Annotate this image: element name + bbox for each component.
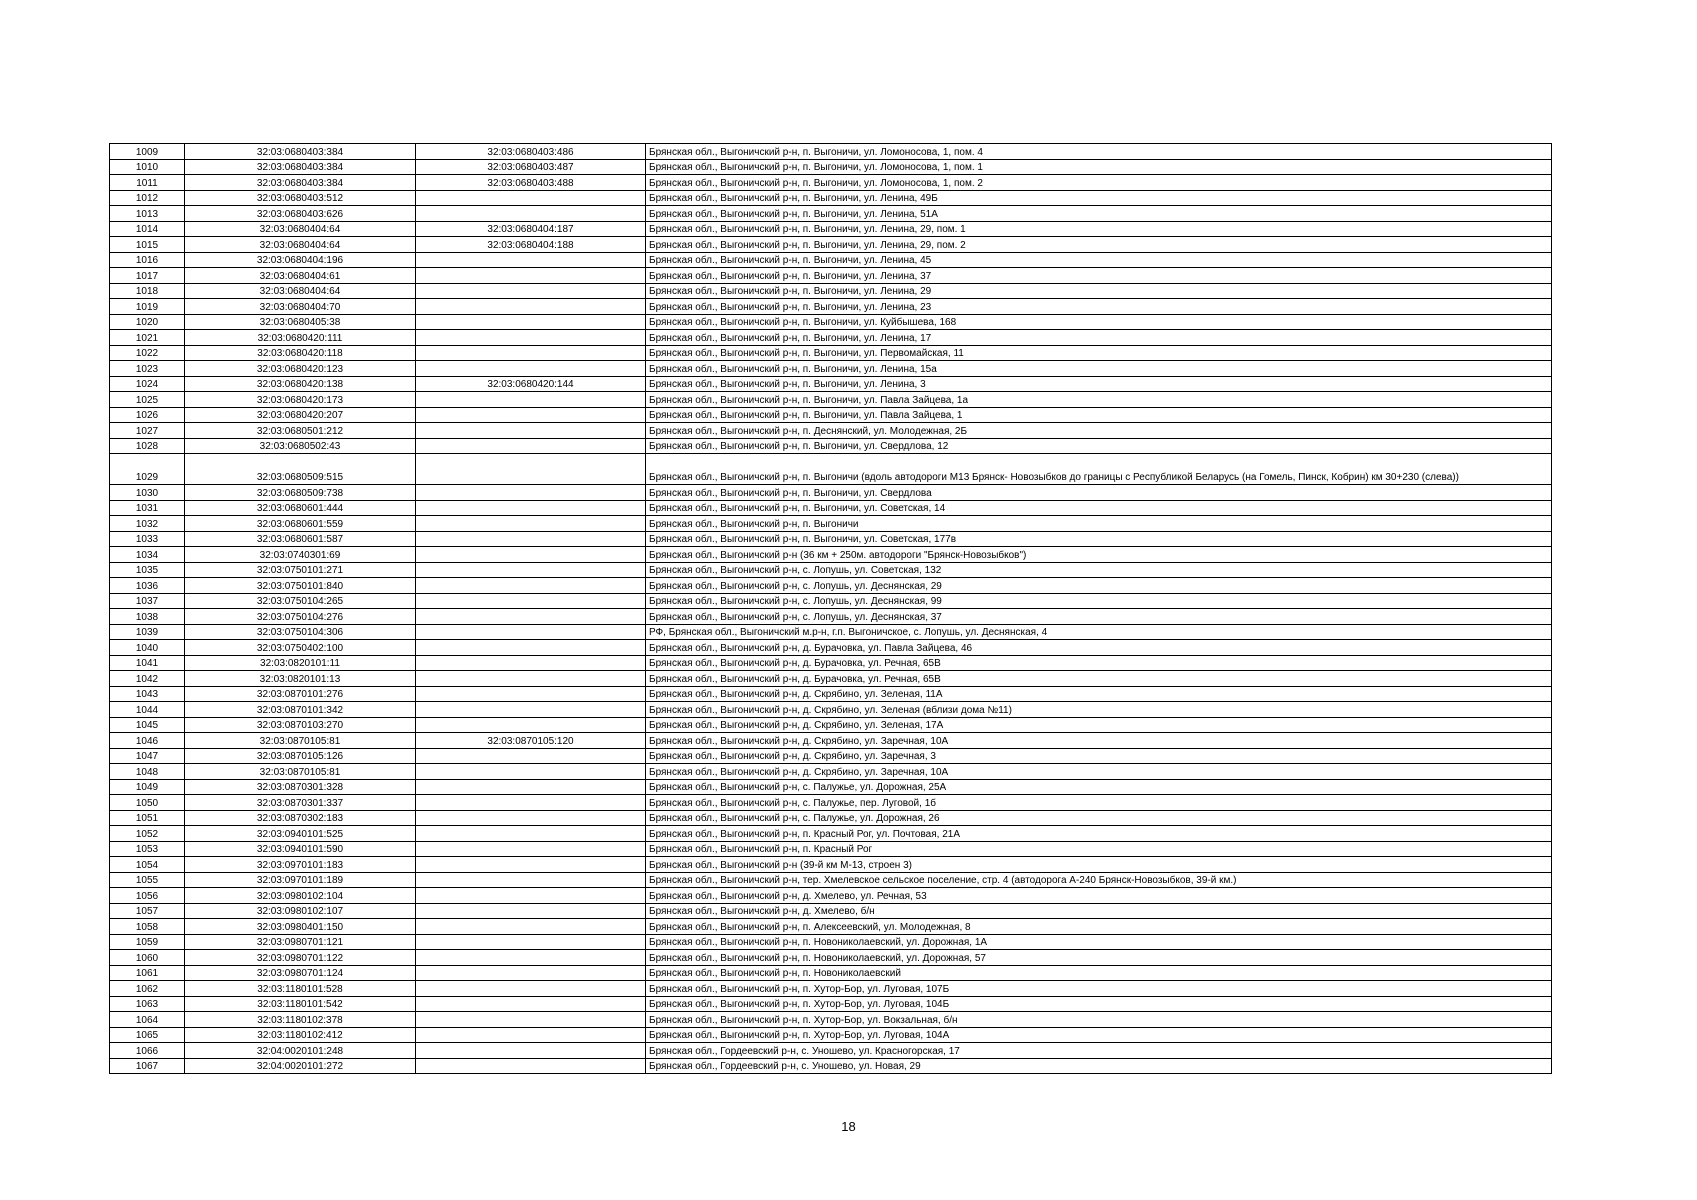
premises-cadastral-number-cell	[416, 330, 646, 346]
address-cell: Брянская обл., Выгоничский р-н, п. Выгоничи, ул. Свердлова	[646, 485, 1552, 501]
cadastral-number-cell: 32:03:0680420:123	[185, 361, 416, 377]
table-row	[110, 547, 1552, 563]
address-cell: Брянская обл., Выгоничский р-н, п. Выгоничи, ул. Ленина, 3	[646, 376, 1552, 392]
table-row	[110, 578, 1552, 594]
row-number-cell: 1053	[110, 841, 185, 857]
premises-cadastral-number-cell	[416, 640, 646, 656]
table-row	[110, 159, 1552, 175]
cadastral-number-cell: 32:03:0750104:265	[185, 593, 416, 609]
cadastral-number-cell: 32:03:0680420:173	[185, 392, 416, 408]
table-row	[110, 252, 1552, 268]
table-row	[110, 345, 1552, 361]
cadastral-number-cell: 32:03:1180101:542	[185, 996, 416, 1012]
cadastral-number-cell: 32:03:0680420:138	[185, 376, 416, 392]
cadastral-number-cell: 32:03:0870101:276	[185, 686, 416, 702]
premises-cadastral-number-cell	[416, 1012, 646, 1028]
row-number-cell: 1042	[110, 671, 185, 687]
cadastral-number-cell: 32:03:0870103:270	[185, 717, 416, 733]
table-row	[110, 531, 1552, 547]
premises-cadastral-number-cell: 32:03:0680403:487	[416, 159, 646, 175]
premises-cadastral-number-cell	[416, 593, 646, 609]
row-number-cell: 1058	[110, 919, 185, 935]
premises-cadastral-number-cell	[416, 950, 646, 966]
cadastral-number-cell: 32:03:0680404:64	[185, 237, 416, 253]
premises-cadastral-number-cell	[416, 795, 646, 811]
cadastral-number-cell: 32:03:0870101:342	[185, 702, 416, 718]
cadastral-number-cell: 32:03:0680601:587	[185, 531, 416, 547]
row-number-cell: 1025	[110, 392, 185, 408]
cadastral-number-cell: 32:03:0980701:124	[185, 965, 416, 981]
address-cell: Брянская обл., Выгоничский р-н, п. Новониколаевский	[646, 965, 1552, 981]
table-row	[110, 624, 1552, 640]
premises-cadastral-number-cell: 32:03:0680404:188	[416, 237, 646, 253]
cadastral-number-cell: 32:03:0680420:111	[185, 330, 416, 346]
premises-cadastral-number-cell	[416, 407, 646, 423]
address-cell: Брянская обл., Выгоничский р-н, с. Палужье, пер. Луговой, 1б	[646, 795, 1552, 811]
address-cell: Брянская обл., Выгоничский р-н, п. Новониколаевский, ул. Дорожная, 57	[646, 950, 1552, 966]
row-number-cell: 1021	[110, 330, 185, 346]
premises-cadastral-number-cell	[416, 516, 646, 532]
property-registry-table	[109, 143, 1552, 1074]
address-cell: Брянская обл., Выгоничский р-н, с. Палужье, ул. Дорожная, 25А	[646, 779, 1552, 795]
address-cell: Брянская обл., Выгоничский р-н, п. Выгоничи, ул. Ленина, 15а	[646, 361, 1552, 377]
address-cell: Брянская обл., Выгоничский р-н, п. Выгоничи, ул. Свердлова, 12	[646, 438, 1552, 454]
row-number-cell: 1020	[110, 314, 185, 330]
registry-sheet	[109, 143, 1551, 1074]
table-row	[110, 748, 1552, 764]
row-number-cell: 1045	[110, 717, 185, 733]
premises-cadastral-number-cell	[416, 531, 646, 547]
address-cell: Брянская обл., Гордеевский р-н, с. Уношево, ул. Новая, 29	[646, 1058, 1552, 1074]
premises-cadastral-number-cell	[416, 268, 646, 284]
row-number-cell: 1035	[110, 562, 185, 578]
address-cell: Брянская обл., Выгоничский р-н, д. Скрябино, ул. Заречная, 10А	[646, 733, 1552, 749]
address-cell: Брянская обл., Выгоничский р-н, п. Выгоничи, ул. Советская, 14	[646, 500, 1552, 516]
table-row	[110, 314, 1552, 330]
row-number-cell: 1044	[110, 702, 185, 718]
address-cell: Брянская обл., Выгоничский р-н, п. Деснянский, ул. Молодежная, 2Б	[646, 423, 1552, 439]
row-number-cell: 1060	[110, 950, 185, 966]
cadastral-number-cell: 32:03:0870302:183	[185, 810, 416, 826]
row-number-cell: 1029	[110, 454, 185, 485]
cadastral-number-cell: 32:03:1180102:378	[185, 1012, 416, 1028]
table-row	[110, 981, 1552, 997]
cadastral-number-cell: 32:03:0680509:738	[185, 485, 416, 501]
table-row	[110, 423, 1552, 439]
row-number-cell: 1010	[110, 159, 185, 175]
table-row	[110, 888, 1552, 904]
premises-cadastral-number-cell	[416, 717, 646, 733]
address-cell: Брянская обл., Выгоничский р-н, п. Алексеевский, ул. Молодежная, 8	[646, 919, 1552, 935]
premises-cadastral-number-cell	[416, 1058, 646, 1074]
address-cell: Брянская обл., Выгоничский р-н, п. Выгоничи, ул. Ленина, 45	[646, 252, 1552, 268]
premises-cadastral-number-cell	[416, 190, 646, 206]
table-row	[110, 826, 1552, 842]
address-cell: Брянская обл., Выгоничский р-н, п. Выгоничи, ул. Ленина, 17	[646, 330, 1552, 346]
row-number-cell: 1027	[110, 423, 185, 439]
table-row	[110, 717, 1552, 733]
premises-cadastral-number-cell	[416, 206, 646, 222]
cadastral-number-cell: 32:03:0940101:590	[185, 841, 416, 857]
address-cell: Брянская обл., Выгоничский р-н, с. Лопушь, ул. Деснянская, 99	[646, 593, 1552, 609]
premises-cadastral-number-cell: 32:03:0680420:144	[416, 376, 646, 392]
address-cell: Брянская обл., Выгоничский р-н, с. Лопушь, ул. Деснянская, 29	[646, 578, 1552, 594]
cadastral-number-cell: 32:03:0980102:104	[185, 888, 416, 904]
row-number-cell: 1019	[110, 299, 185, 315]
premises-cadastral-number-cell	[416, 423, 646, 439]
cadastral-number-cell: 32:03:0980401:150	[185, 919, 416, 935]
premises-cadastral-number-cell	[416, 500, 646, 516]
table-row	[110, 1012, 1552, 1028]
premises-cadastral-number-cell	[416, 965, 646, 981]
row-number-cell: 1055	[110, 872, 185, 888]
table-row	[110, 562, 1552, 578]
cadastral-number-cell: 32:03:0680404:64	[185, 283, 416, 299]
premises-cadastral-number-cell	[416, 1027, 646, 1043]
row-number-cell: 1031	[110, 500, 185, 516]
table-row	[110, 144, 1552, 160]
table-row	[110, 330, 1552, 346]
premises-cadastral-number-cell	[416, 624, 646, 640]
table-row	[110, 733, 1552, 749]
premises-cadastral-number-cell	[416, 857, 646, 873]
row-number-cell: 1036	[110, 578, 185, 594]
cadastral-number-cell: 32:03:0680404:61	[185, 268, 416, 284]
table-row	[110, 516, 1552, 532]
address-cell: Брянская обл., Выгоничский р-н, д. Скрябино, ул. Зеленая, 17А	[646, 717, 1552, 733]
row-number-cell: 1034	[110, 547, 185, 563]
address-cell: Брянская обл., Выгоничский р-н, п. Выгоничи, ул. Ленина, 23	[646, 299, 1552, 315]
cadastral-number-cell: 32:03:0750104:276	[185, 609, 416, 625]
row-number-cell: 1064	[110, 1012, 185, 1028]
cadastral-number-cell: 32:03:0750101:840	[185, 578, 416, 594]
address-cell: Брянская обл., Выгоничский р-н, п. Красный Рог	[646, 841, 1552, 857]
row-number-cell: 1040	[110, 640, 185, 656]
cadastral-number-cell: 32:03:0980701:121	[185, 934, 416, 950]
address-cell: Брянская обл., Выгоничский р-н, п. Выгоничи, ул. Куйбышева, 168	[646, 314, 1552, 330]
table-row	[110, 903, 1552, 919]
table-row	[110, 702, 1552, 718]
premises-cadastral-number-cell	[416, 764, 646, 780]
address-cell: Брянская обл., Выгоничский р-н, п. Выгоничи, ул. Советская, 177в	[646, 531, 1552, 547]
cadastral-number-cell: 32:04:0020101:272	[185, 1058, 416, 1074]
row-number-cell: 1043	[110, 686, 185, 702]
row-number-cell: 1015	[110, 237, 185, 253]
address-cell: Брянская обл., Выгоничский р-н, д. Бурачовка, ул. Речная, 65В	[646, 671, 1552, 687]
table-row	[110, 438, 1552, 454]
row-number-cell: 1023	[110, 361, 185, 377]
cadastral-number-cell: 32:03:0680420:118	[185, 345, 416, 361]
table-row	[110, 996, 1552, 1012]
row-number-cell: 1051	[110, 810, 185, 826]
table-row	[110, 795, 1552, 811]
premises-cadastral-number-cell: 32:03:0680404:187	[416, 221, 646, 237]
premises-cadastral-number-cell	[416, 252, 646, 268]
row-number-cell: 1013	[110, 206, 185, 222]
premises-cadastral-number-cell	[416, 1043, 646, 1059]
row-number-cell: 1024	[110, 376, 185, 392]
premises-cadastral-number-cell	[416, 702, 646, 718]
row-number-cell: 1038	[110, 609, 185, 625]
address-cell: Брянская обл., Выгоничский р-н, д. Бурачовка, ул. Речная, 65В	[646, 655, 1552, 671]
premises-cadastral-number-cell	[416, 686, 646, 702]
table-row	[110, 376, 1552, 392]
cadastral-number-cell: 32:03:0870105:81	[185, 733, 416, 749]
cadastral-number-cell: 32:03:0680403:512	[185, 190, 416, 206]
row-number-cell: 1062	[110, 981, 185, 997]
cadastral-number-cell: 32:03:0870105:81	[185, 764, 416, 780]
row-number-cell: 1022	[110, 345, 185, 361]
address-cell: Брянская обл., Выгоничский р-н, п. Выгоничи, ул. Ломоносова, 1, пом. 4	[646, 144, 1552, 160]
address-cell: Брянская обл., Выгоничский р-н, с. Лопушь, ул. Деснянская, 37	[646, 609, 1552, 625]
premises-cadastral-number-cell: 32:03:0680403:488	[416, 175, 646, 191]
row-number-cell: 1054	[110, 857, 185, 873]
row-number-cell: 1026	[110, 407, 185, 423]
premises-cadastral-number-cell	[416, 934, 646, 950]
address-cell: Брянская обл., Выгоничский р-н, п. Выгоничи, ул. Ломоносова, 1, пом. 2	[646, 175, 1552, 191]
table-row	[110, 1058, 1552, 1074]
cadastral-number-cell: 32:03:0740301:69	[185, 547, 416, 563]
address-cell: Брянская обл., Выгоничский р-н, п. Выгоничи, ул. Ленина, 49Б	[646, 190, 1552, 206]
address-cell: Брянская обл., Выгоничский р-н, п. Выгоничи, ул. Первомайская, 11	[646, 345, 1552, 361]
address-cell: Брянская обл., Выгоничский р-н, п. Красный Рог, ул. Почтовая, 21А	[646, 826, 1552, 842]
table-row	[110, 934, 1552, 950]
row-number-cell: 1041	[110, 655, 185, 671]
table-row	[110, 500, 1552, 516]
address-cell: Брянская обл., Выгоничский р-н, п. Хутор-Бор, ул. Луговая, 104А	[646, 1027, 1552, 1043]
address-cell: Брянская обл., Гордеевский р-н, с. Уношево, ул. Красногорская, 17	[646, 1043, 1552, 1059]
cadastral-number-cell: 32:03:0680403:384	[185, 144, 416, 160]
address-cell: Брянская обл., Выгоничский р-н (39-й км М-13, строен 3)	[646, 857, 1552, 873]
cadastral-number-cell: 32:03:0980701:122	[185, 950, 416, 966]
cadastral-number-cell: 32:03:0680502:43	[185, 438, 416, 454]
row-number-cell: 1014	[110, 221, 185, 237]
cadastral-number-cell: 32:03:0750101:271	[185, 562, 416, 578]
cadastral-number-cell: 32:03:0680509:515	[185, 454, 416, 485]
cadastral-number-cell: 32:03:0820101:13	[185, 671, 416, 687]
address-cell: Брянская обл., Выгоничский р-н, п. Выгоничи, ул. Ленина, 29	[646, 283, 1552, 299]
row-number-cell: 1033	[110, 531, 185, 547]
table-row	[110, 190, 1552, 206]
premises-cadastral-number-cell	[416, 841, 646, 857]
row-number-cell: 1016	[110, 252, 185, 268]
table-row	[110, 283, 1552, 299]
table-row	[110, 810, 1552, 826]
table-row	[110, 361, 1552, 377]
table-row	[110, 485, 1552, 501]
cadastral-number-cell: 32:03:0680420:207	[185, 407, 416, 423]
cadastral-number-cell: 32:03:0970101:183	[185, 857, 416, 873]
premises-cadastral-number-cell	[416, 826, 646, 842]
address-cell: Брянская обл., Выгоничский р-н, д. Скрябино, ул. Заречная, 10А	[646, 764, 1552, 780]
premises-cadastral-number-cell	[416, 485, 646, 501]
table-row	[110, 609, 1552, 625]
address-cell: Брянская обл., Выгоничский р-н, п. Выгоничи	[646, 516, 1552, 532]
table-row	[110, 764, 1552, 780]
address-cell: Брянская обл., Выгоничский р-н, п. Хутор-Бор, ул. Луговая, 104Б	[646, 996, 1552, 1012]
cadastral-number-cell: 32:03:0680404:196	[185, 252, 416, 268]
table-row	[110, 640, 1552, 656]
address-cell: Брянская обл., Выгоничский р-н, д. Скрябино, ул. Зеленая (вблизи дома №11)	[646, 702, 1552, 718]
premises-cadastral-number-cell	[416, 609, 646, 625]
table-row	[110, 237, 1552, 253]
row-number-cell: 1059	[110, 934, 185, 950]
premises-cadastral-number-cell	[416, 345, 646, 361]
table-row	[110, 655, 1552, 671]
cadastral-number-cell: 32:03:0980102:107	[185, 903, 416, 919]
address-cell: Брянская обл., Выгоничский р-н, п. Выгоничи, ул. Ломоносова, 1, пом. 1	[646, 159, 1552, 175]
row-number-cell: 1048	[110, 764, 185, 780]
premises-cadastral-number-cell	[416, 748, 646, 764]
premises-cadastral-number-cell	[416, 888, 646, 904]
table-row	[110, 268, 1552, 284]
row-number-cell: 1028	[110, 438, 185, 454]
row-number-cell: 1065	[110, 1027, 185, 1043]
table-row	[110, 175, 1552, 191]
row-number-cell: 1032	[110, 516, 185, 532]
premises-cadastral-number-cell: 32:03:0680403:486	[416, 144, 646, 160]
address-cell: РФ, Брянская обл., Выгоничский м.р-н, г.п. Выгоничское, с. Лопушь, ул. Деснянская, 4	[646, 624, 1552, 640]
address-cell: Брянская обл., Выгоничский р-н, д. Бурачовка, ул. Павла Зайцева, 46	[646, 640, 1552, 656]
row-number-cell: 1050	[110, 795, 185, 811]
table-row	[110, 919, 1552, 935]
address-cell: Брянская обл., Выгоничский р-н, п. Выгоничи, ул. Ленина, 29, пом. 1	[646, 221, 1552, 237]
row-number-cell: 1018	[110, 283, 185, 299]
cadastral-number-cell: 32:03:0680405:38	[185, 314, 416, 330]
cadastral-number-cell: 32:04:0020101:248	[185, 1043, 416, 1059]
premises-cadastral-number-cell	[416, 903, 646, 919]
row-number-cell: 1047	[110, 748, 185, 764]
cadastral-number-cell: 32:03:0870301:337	[185, 795, 416, 811]
cadastral-number-cell: 32:03:0680501:212	[185, 423, 416, 439]
row-number-cell: 1009	[110, 144, 185, 160]
row-number-cell: 1037	[110, 593, 185, 609]
address-cell: Брянская обл., Выгоничский р-н, п. Хутор-Бор, ул. Луговая, 107Б	[646, 981, 1552, 997]
address-cell: Брянская обл., Выгоничский р-н, п. Выгоничи (вдоль автодороги М13 Брянск- Новозыбков до границы с Республикой Беларусь (на Гомель, Пинск, Кобрин) км 30+230 (слева))	[646, 454, 1552, 485]
address-cell: Брянская обл., Выгоничский р-н, п. Хутор-Бор, ул. Вокзальная, б/н	[646, 1012, 1552, 1028]
premises-cadastral-number-cell	[416, 299, 646, 315]
address-cell: Брянская обл., Выгоничский р-н, с. Лопушь, ул. Советская, 132	[646, 562, 1552, 578]
cadastral-number-cell: 32:03:0970101:189	[185, 872, 416, 888]
cadastral-number-cell: 32:03:0750104:306	[185, 624, 416, 640]
row-number-cell: 1061	[110, 965, 185, 981]
address-cell: Брянская обл., Выгоничский р-н, с. Палужье, ул. Дорожная, 26	[646, 810, 1552, 826]
table-row	[110, 965, 1552, 981]
row-number-cell: 1052	[110, 826, 185, 842]
address-cell: Брянская обл., Выгоничский р-н (36 км + 250м. автодороги "Брянск-Новозыбков")	[646, 547, 1552, 563]
cadastral-number-cell: 32:03:0870105:126	[185, 748, 416, 764]
address-cell: Брянская обл., Выгоничский р-н, п. Новониколаевский, ул. Дорожная, 1А	[646, 934, 1552, 950]
premises-cadastral-number-cell	[416, 438, 646, 454]
cadastral-number-cell: 32:03:0680601:444	[185, 500, 416, 516]
cadastral-number-cell: 32:03:0680404:64	[185, 221, 416, 237]
cadastral-number-cell: 32:03:1180101:528	[185, 981, 416, 997]
table-row	[110, 872, 1552, 888]
address-cell: Брянская обл., Выгоничский р-н, д. Скрябино, ул. Зеленая, 11А	[646, 686, 1552, 702]
table-row	[110, 779, 1552, 795]
premises-cadastral-number-cell	[416, 283, 646, 299]
table-row	[110, 454, 1552, 485]
table-row	[110, 686, 1552, 702]
address-cell: Брянская обл., Выгоничский р-н, п. Выгоничи, ул. Ленина, 29, пом. 2	[646, 237, 1552, 253]
premises-cadastral-number-cell	[416, 779, 646, 795]
premises-cadastral-number-cell	[416, 810, 646, 826]
premises-cadastral-number-cell	[416, 361, 646, 377]
address-cell: Брянская обл., Выгоничский р-н, п. Выгоничи, ул. Ленина, 51А	[646, 206, 1552, 222]
cadastral-number-cell: 32:03:1180102:412	[185, 1027, 416, 1043]
cadastral-number-cell: 32:03:0940101:525	[185, 826, 416, 842]
table-row	[110, 407, 1552, 423]
address-cell: Брянская обл., Выгоничский р-н, д. Скрябино, ул. Заречная, 3	[646, 748, 1552, 764]
page-number: 18	[841, 1119, 856, 1134]
premises-cadastral-number-cell	[416, 872, 646, 888]
table-row	[110, 206, 1552, 222]
premises-cadastral-number-cell	[416, 454, 646, 485]
premises-cadastral-number-cell	[416, 562, 646, 578]
premises-cadastral-number-cell	[416, 919, 646, 935]
row-number-cell: 1012	[110, 190, 185, 206]
row-number-cell: 1049	[110, 779, 185, 795]
row-number-cell: 1011	[110, 175, 185, 191]
row-number-cell: 1067	[110, 1058, 185, 1074]
address-cell: Брянская обл., Выгоничский р-н, п. Выгоничи, ул. Павла Зайцева, 1а	[646, 392, 1552, 408]
address-cell: Брянская обл., Выгоничский р-н, п. Выгоничи, ул. Ленина, 37	[646, 268, 1552, 284]
cadastral-number-cell: 32:03:0680404:70	[185, 299, 416, 315]
cadastral-number-cell: 32:03:0870301:328	[185, 779, 416, 795]
table-row	[110, 671, 1552, 687]
table-row	[110, 392, 1552, 408]
table-row	[110, 950, 1552, 966]
cadastral-number-cell: 32:03:0750402:100	[185, 640, 416, 656]
registry-table-body	[110, 144, 1552, 1074]
table-row	[110, 857, 1552, 873]
row-number-cell: 1063	[110, 996, 185, 1012]
cadastral-number-cell: 32:03:0680403:384	[185, 159, 416, 175]
premises-cadastral-number-cell	[416, 578, 646, 594]
premises-cadastral-number-cell	[416, 981, 646, 997]
premises-cadastral-number-cell	[416, 996, 646, 1012]
cadastral-number-cell: 32:03:0680601:559	[185, 516, 416, 532]
cadastral-number-cell: 32:03:0680403:384	[185, 175, 416, 191]
row-number-cell: 1046	[110, 733, 185, 749]
table-row	[110, 1043, 1552, 1059]
cadastral-number-cell: 32:03:0820101:11	[185, 655, 416, 671]
row-number-cell: 1039	[110, 624, 185, 640]
row-number-cell: 1030	[110, 485, 185, 501]
premises-cadastral-number-cell	[416, 392, 646, 408]
premises-cadastral-number-cell	[416, 547, 646, 563]
row-number-cell: 1017	[110, 268, 185, 284]
premises-cadastral-number-cell: 32:03:0870105:120	[416, 733, 646, 749]
table-row	[110, 841, 1552, 857]
premises-cadastral-number-cell	[416, 655, 646, 671]
premises-cadastral-number-cell	[416, 314, 646, 330]
address-cell: Брянская обл., Выгоничский р-н, тер. Хмелевское сельское поселение, стр. 4 (автодорога А-240 Брянск-Новозыбков, 39-й км.)	[646, 872, 1552, 888]
row-number-cell: 1057	[110, 903, 185, 919]
table-row	[110, 221, 1552, 237]
premises-cadastral-number-cell	[416, 671, 646, 687]
address-cell: Брянская обл., Выгоничский р-н, д. Хмелево, ул. Речная, 53	[646, 888, 1552, 904]
row-number-cell: 1066	[110, 1043, 185, 1059]
address-cell: Брянская обл., Выгоничский р-н, д. Хмелево, б/н	[646, 903, 1552, 919]
table-row	[110, 593, 1552, 609]
table-row	[110, 299, 1552, 315]
cadastral-number-cell: 32:03:0680403:626	[185, 206, 416, 222]
address-cell: Брянская обл., Выгоничский р-н, п. Выгоничи, ул. Павла Зайцева, 1	[646, 407, 1552, 423]
table-row	[110, 1027, 1552, 1043]
row-number-cell: 1056	[110, 888, 185, 904]
